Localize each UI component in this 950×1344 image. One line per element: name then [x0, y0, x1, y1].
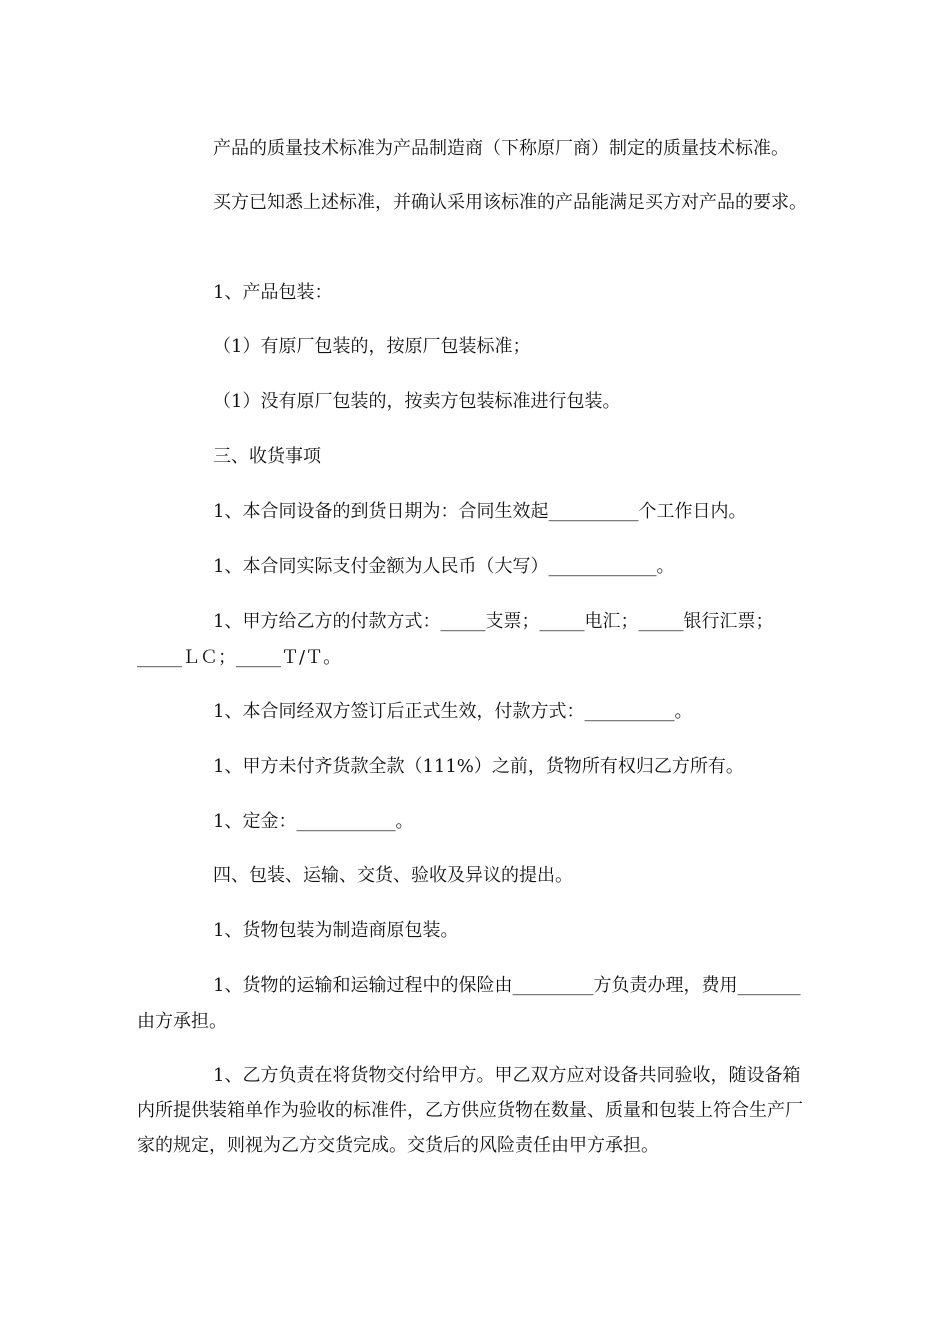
paragraph-buyer-acknowledgement: 买方已知悉上述标准，并确认采用该标准的产品能满足买方对产品的要求。 [213, 192, 807, 213]
paragraph-ownership: 1、甲方未付齐货款全款（111%）之前，货物所有权归乙方所有。 [213, 756, 744, 777]
paragraph-payment-methods: 1、甲方给乙方的付款方式：_____支票；_____电汇；_____银行汇票；_____ＬＣ；_____Ｔ/Ｔ。 [137, 611, 774, 668]
paragraph-deposit: 1、定金：___________。 [213, 811, 414, 832]
paragraph-effective-payment: 1、本合同经双方签订后正式生效，付款方式：__________。 [213, 701, 693, 722]
paragraph-delivery-date: 1、本合同设备的到货日期为：合同生效起__________个工作日内。 [213, 501, 747, 522]
paragraph-delivery-acceptance: 1、乙方负责在将货物交付给甲方。甲乙双方应对设备共同验收，随设备箱内所提供装箱单作为验收的标准件，乙方供应货物在数量、质量和包装上符合生产厂家的规定，则视为乙方交货完成。交货后的风险责任由甲方承担。 [137, 1065, 803, 1156]
paragraph-packaging-heading: 1、产品包装： [213, 282, 333, 303]
section-heading-receipt: 三、收货事项 [213, 446, 321, 467]
paragraph-seller-packaging: （1）没有原厂包装的，按卖方包装标准进行包装。 [213, 391, 621, 412]
paragraph-payment-amount: 1、本合同实际支付金额为人民币（大写）____________。 [213, 556, 675, 577]
section-heading-packaging-transport: 四、包装、运输、交货、验收及异议的提出。 [213, 865, 573, 886]
paragraph-manufacturer-packaging: 1、货物包装为制造商原包装。 [213, 920, 459, 941]
paragraph-transport-insurance: 1、货物的运输和运输过程中的保险由_________方负责办理，费用_______由方承担。 [137, 975, 801, 1032]
paragraph-original-packaging: （1）有原厂包装的，按原厂包装标准； [213, 336, 531, 357]
paragraph-quality-standard: 产品的质量技术标准为产品制造商（下称原厂商）制定的质量技术标准。 [213, 138, 789, 159]
